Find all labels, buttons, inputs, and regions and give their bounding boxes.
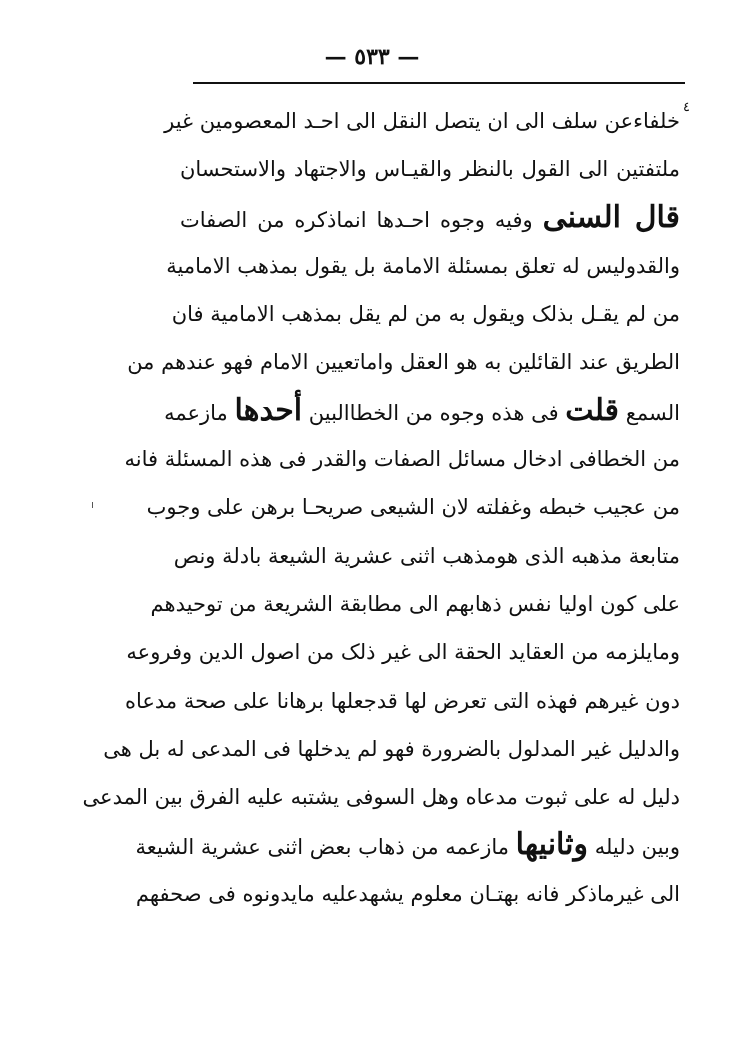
text-run: علی کون اولیا نفس ذهابهم الی مطابقة الشریعة من توحیدهم: [150, 591, 680, 616]
text-run: ملتفتین الی القول بالنظر والقیـاس والاجتهاد والاستحسان: [180, 157, 680, 182]
text-line: [124, 435, 680, 483]
body-text: [82, 97, 680, 918]
binding-tick: [92, 502, 93, 508]
text-run: والقدولیس له تعلق بمسئلة الامامة بل یقول بمذهب الامامیة: [166, 253, 680, 278]
text-line: [103, 725, 680, 773]
text-run: ومایلزمه من العقاید الحقة الی غیر ذلک من اصول الدین وفروعه: [126, 640, 680, 665]
text-run: من عجیب خبطه وغفلته لان الشیعی صریحـا برهن علی وجوب: [146, 495, 680, 520]
text-line: [180, 145, 680, 193]
text-run: السمع: [619, 400, 680, 425]
text-line: [171, 290, 680, 338]
text-run: دون غیرهم فهذه التی تعرض لها قدجعلها برهانا علی صحة مدعاه: [124, 688, 680, 713]
text-line: [135, 870, 680, 918]
text-run: من لم یقـل بذلک ویقول به من لم یقل بمذهب الامامیة فان: [171, 302, 680, 327]
text-line: [173, 532, 680, 580]
text-line: [124, 677, 680, 725]
text-line: [166, 242, 680, 290]
text-line: [164, 387, 680, 435]
text-line: [82, 773, 680, 821]
page-number: — ٥٣٣ —: [324, 44, 420, 70]
text-run: مازعمه من ذهاب بعض اثنی عشریة الشیعة: [135, 835, 516, 860]
text-run: الی غیرماذکر فانه بهتـان معلوم یشهدعلیه مایدونوه فی صحفهم: [135, 881, 680, 906]
emphasized-word: قلت: [565, 392, 620, 428]
text-run: فی هذه وجوه من الخطاالبین: [302, 400, 566, 425]
header-rule: [193, 82, 685, 84]
text-run: وبین دلیله: [588, 835, 680, 860]
text-run: متابعة مذهبه الذی هومذهب اثنی عشریة الشیعة بادلة ونص: [173, 543, 680, 568]
margin-note-mark: ٤: [683, 100, 690, 115]
text-line: [164, 97, 680, 145]
text-run: خلفاءعن سلف الی ان یتصل النقل الی احـد المعصومین غیر: [164, 109, 680, 133]
text-line: [126, 628, 680, 676]
text-line: [150, 580, 680, 628]
text-line: [180, 194, 680, 242]
text-line: [146, 483, 680, 531]
text-run: من الخطافی ادخال مسائل الصفات والقدر فی هذه المسئلة فانه: [124, 447, 680, 472]
text-run: وفیه وجوه احـدها انماذکره من الصفات: [180, 207, 543, 232]
emphasized-word: وثانیها: [515, 827, 589, 863]
emphasized-word: أحدها: [234, 392, 303, 428]
text-run: دلیل له علی ثبوت مدعاه وهل السوفی یشتبه علیه الفرق بین المدعی: [82, 785, 680, 810]
text-line: [127, 338, 680, 386]
text-run: مازعمه: [164, 400, 235, 425]
emphasized-word: قال السنی: [542, 199, 680, 235]
text-run: الطریق عند القائلین به هو العقل واماتعیین الامام فهو عندهم من: [127, 350, 680, 375]
text-run: والدلیل غیر المدلول بالضرورة فهو لم یدخلها فی المدعی له بل هی: [103, 736, 680, 761]
text-line: [135, 821, 680, 869]
